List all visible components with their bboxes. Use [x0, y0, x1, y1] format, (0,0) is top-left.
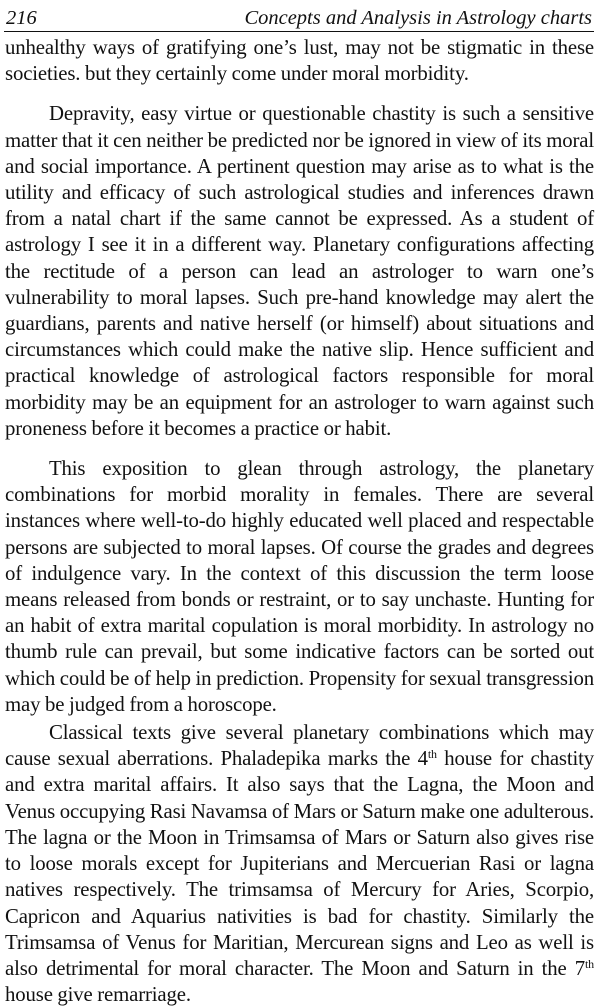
- running-head: [6, 2, 592, 30]
- header-rule: [4, 31, 594, 32]
- ordinal-suffix: th: [427, 747, 437, 762]
- page-number: 216: [6, 7, 37, 29]
- body-text: [5, 35, 594, 1008]
- paragraph-2: Depravity, easy virtue or questionable chastity is such a sensitive matter that it cen neither be predicted nor be ignored in view of its moral and social importance. A pertinent question may arise as to what is the utility and efficacy of such astrological studies and inferences drawn from a natal chart if the same cannot be expressed. As a student of astrology I see it in a different way. Planetary configurations affecting the rectitude of a person can lead an astrologer to warn one’s vulnerability to moral lapses. Such pre-hand knowledge may alert the guardians, parents and native herself (or himself) about situations and circumstances which could make the native slip. Hence sufficient and practical knowledge of astrological factors responsible for moral morbidity may be an equipment for an astrologer to warn against such proneness before it becomes a practice or habit.: [5, 102, 594, 440]
- paragraph-3: This exposition to glean through astrology, the planetary combinations for morbid morality in females. There are several instances where well-to-do highly educated well placed and respectable persons are subjected to moral lapses. Of course the grades and degrees of indulgence vary. In the context of this discussion the term loose means released from bonds or restraint, or to say unchaste. Hunting for an habit of extra marital copulation is moral morbidity. In astrology no thumb rule can prevail, but some indicative factors can be sorted out which could be of help in prediction. Propensity for sexual transgression may be judged from a horoscope.: [5, 457, 594, 716]
- paragraph-4: [5, 720, 594, 1008]
- ordinal-suffix: th: [584, 956, 594, 971]
- paragraph-4-part-2: house for chastity and extra marital affairs. It also says that the Lagna, the Moon and Venus occupying Rasi Navamsa of Mars or Saturn make one adulterous. The lagna or the Moon in Trimsamsa of Mars or Saturn also gives rise to loose morals except for Jupiterians and Mercuerian Rasi or lagna natives respectively. The trimsamsa of Mercury for Aries, Scorpio, Capricon and Aquarius nativities is bad for chastity. Similarly the Trimsamsa of Venus for Maritian, Mercurean signs and Leo as well is also detrimental for moral character. The Moon and Saturn in the 7: [5, 747, 594, 980]
- paragraph-1: unhealthy ways of gratifying one’s lust, may not be stigmatic in these societies. but they certainly come under moral morbidity.: [5, 36, 594, 86]
- running-title: Concepts and Analysis in Astrology charts: [244, 7, 592, 29]
- paragraph-4-part-1: Classical texts give several planetary combinations which may cause sexual aberrations. Phaladepika marks the 4: [5, 721, 594, 771]
- paragraph-4-part-3: house give remarriage.: [5, 983, 191, 1007]
